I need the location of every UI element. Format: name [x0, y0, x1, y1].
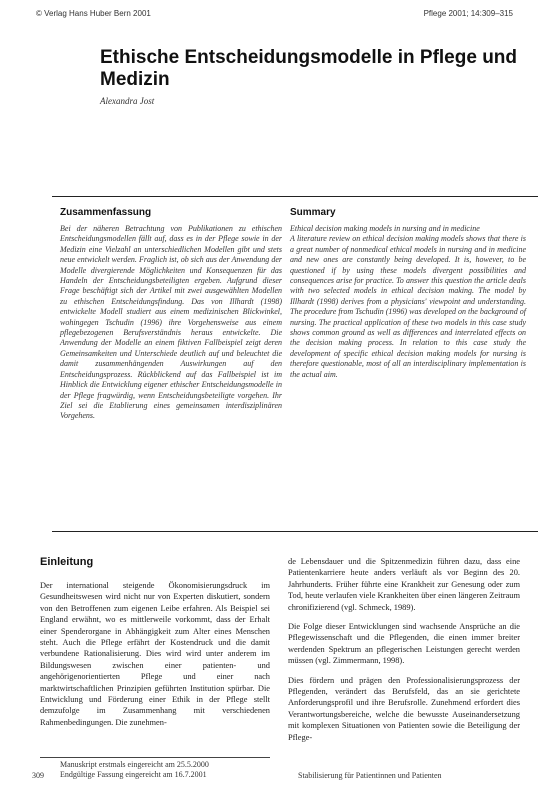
footnote-divider	[40, 757, 270, 758]
body-column-right	[288, 556, 520, 743]
footnote	[60, 760, 209, 779]
article-title: Ethische Entscheidungsmodelle in Pflege und Medizin	[100, 47, 518, 90]
abstract-english-heading: Summary	[290, 207, 336, 218]
abstract-english-title: Ethical decision making models in nursing and in medicine	[290, 224, 480, 233]
running-header-citation: Pflege 2001; 14:309–315	[423, 9, 513, 18]
footnote-submitted: Manuskript erstmals eingereicht am 25.5.2000	[60, 760, 209, 769]
body-paragraph: de Lebensdauer und die Spitzenmedizin führen dazu, dass eine Patientenkarriere heute anders verläuft als vor Beginn des 20. Jahrhunderts. Früher führte eine Krankheit zur Genesung oder zum Tod, heute verlaufen viele Krankheiten über einen längeren Zeitraum chronifizierend (vgl. Schmeck, 1989).	[288, 557, 520, 612]
body-column-left	[40, 556, 270, 728]
journal-footer: Stabilisierung für Patientinnen und Patienten	[298, 771, 442, 780]
page-number: 309	[32, 771, 44, 780]
body-paragraph: Der international steigende Ökonomisierungsdruck im Gesundheitswesen wird nicht nur von Experten diskutiert, sondern von den Betroffenen zum eigenen Leibe erfahren. Als Beispiel sei England erwähnt, wo es mittlerweile vorkommt, dass der Erhalt einer Spenderorgane in Abhängigkeit zum Alter eines Menschen steht. Auch die Pflege erfährt der Kostendruck und die damit verbundene Rationalisierung. Dies wird wird unter anderem im Bildungswesen zwischen einer patienten- und angehörigenorientierten Pflege und einer nach marktwirtschaftlichen Prinzipien geführten Institution spürbar. Die Entwicklung und Förderung einer Ethik in der Pflege stellt demzufolge im Zusammenhang mit verschiedenen Rahmenbedingungen. Die zunehmen-	[40, 581, 270, 727]
abstract-english	[290, 207, 526, 380]
footnote-final: Endgültige Fassung eingereicht am 16.7.2001	[60, 769, 207, 779]
abstract-box	[52, 196, 538, 532]
abstract-german-heading: Zusammenfassung	[60, 207, 152, 218]
section-heading-einleitung: Einleitung	[40, 556, 94, 568]
body-paragraph: Die Folge dieser Entwicklungen sind wachsende Ansprüche an die Pflegewissenschaft und die Pflegenden, die einen immer breiter werdenden Spektrum an pflegerischen Leistungen gerecht werden müssen (vgl. Zimmermann, 1998).	[288, 622, 520, 666]
body-paragraph: Dies fördern und prägen den Professionalisierungsprozess der Pflegenden, verändert das Berufsfeld, das an sie gerichtete Anforderungsprofil und ihre Berufsrolle. Zunehmend erfordert dies Verantwortungsbereiche, welche die bewusste Auseinandersetzung mit komplexen Situationen von Patienten sowie die Beteiligung der Pflege-	[288, 675, 520, 742]
running-header-publisher: © Verlag Hans Huber Bern 2001	[36, 9, 151, 18]
abstract-german	[60, 207, 282, 422]
abstract-german-text: Bei der näheren Betrachtung von Publikationen zu ethischen Entscheidungsmodellen fällt auf, dass es in der Pflege sowie in der Medizin eine Vielzahl an unterschiedlichen Modellen gibt und stets neue entwickelt werden. Fraglich ist, ob sich aus der Anwendung der Modelle divergierende Möglichkeiten und Konsequenzen für das Handeln der Entscheidungsbeteiligten ergeben. Aufgrund dieser Frage beschäftigt sich der Artikel mit zwei ausgewählten Modellen zu ethischen Entscheidungsfindung. Das von Illhardt (1998) entwickelte Modell studiert aus einem medizinischen Blickwinkel, wohingegen Tschudin (1996) ihre Vorgehensweise aus einem pflegebezogenen Berufsverständnis heraus entwickelte. Die Anwendung der Modelle an einem fiktiven Fallbeispiel zeigt deren Gemeinsamkeiten und Unterschiede deutlich auf und beleuchtet die damit zusammenhängenden Auswirkungen auf den Entscheidungsprozess. Rückblickend auf das Fallbeispiel ist im Hinblick die Entwicklung eigener ethischer Entscheidungsmodelle in der Pflege fragwürdig, wenn Entscheidungsbeteiligte vorgehen. Ihr Ziel sei die Etablierung eines gemeinsamen interdisziplinären Vorgehens.	[60, 224, 282, 421]
author: Alexandra Jost	[100, 96, 155, 106]
abstract-english-text: A literature review on ethical decision making models shows that there is a great number of nonmedical ethical models in nursing and in medicine and new ones are constantly being developed. It is, however, to be questioned if by using these models divergent possibilities and consequences arise for practice. To answer this question the article deals with two selected models in ethical decision making. The model by Illhardt (1998) derives from a physicians' viewpoint and understanding. The procedure from Tschudin (1996) was developed on the background of nursing. The practical application of these two models in this case study shows common ground as well as differences and interrelated effects on the decision making process. In relation to this case study the development of specific ethical decision making models for nursing is therefore questionable, most of all an interdisciplinary implementation is the actual aim.	[290, 234, 526, 379]
